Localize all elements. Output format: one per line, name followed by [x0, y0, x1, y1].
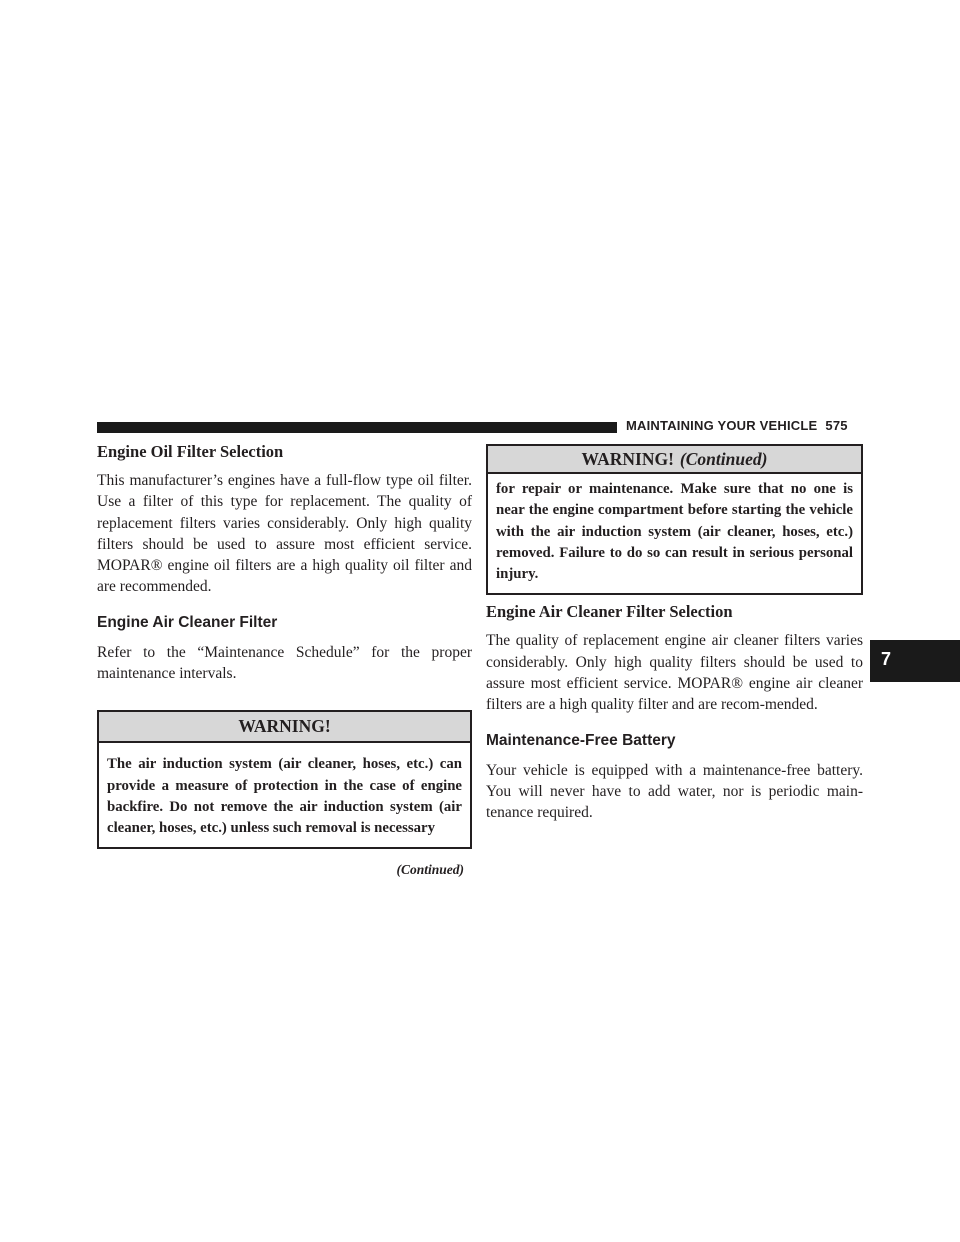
warning-continued-label: (Continued) [679, 449, 768, 469]
right-column [486, 440, 863, 824]
air-filter-selection-paragraph: The quality of replacement engine air cleaner filters varies considerably. Only high quality filters should be used to assure most efficient service. MOPAR® engine air cleaner filters are a high quality filter and are recom-mended. [486, 632, 863, 714]
battery-paragraph: Your vehicle is equipped with a maintenance-free battery. You will never have to add water, nor is periodic main-tenance required. [486, 761, 863, 822]
chapter-number: 7 [881, 649, 892, 669]
air-cleaner-heading: Engine Air Cleaner Filter [97, 613, 278, 631]
warning-box [97, 710, 472, 848]
page-number: 575 [825, 418, 848, 433]
air-cleaner-paragraph: Refer to the “Maintenance Schedule” for the proper maintenance intervals. [97, 643, 472, 683]
warning-text-continued: for repair or maintenance. Make sure that no one is near the engine compartment before starting the vehicle with the air induction system (air cleaner, hoses, etc.) removed. Failure to do so can result in serious personal injury. [496, 481, 853, 583]
warning-text: The air induction system (air cleaner, hoses, etc.) can provide a measure of protection in the case of engine backfire. Do not remove the air induction system (air cleaner, hoses, etc.) unless such removal is necessary [107, 756, 462, 837]
warning-title: WARNING! [99, 712, 470, 743]
continued-note: (Continued) [396, 861, 464, 877]
warning-title-continued [488, 446, 861, 474]
section-title: MAINTAINING YOUR VEHICLE [626, 418, 818, 433]
battery-heading: Maintenance-Free Battery [486, 731, 676, 749]
running-header [626, 418, 866, 433]
warning-title-label: WARNING! [581, 449, 674, 469]
air-filter-selection-heading: Engine Air Cleaner Filter Selection [486, 602, 733, 622]
header-rule [97, 422, 617, 433]
oil-filter-paragraph: This manufacturer’s engines have a full-flow type oil filter. Use a filter of this type for replacement. The quality of replacement filters varies considerably. Only high quality filters should be used to assure most efficient service. MOPAR® engine oil filters are a high quality oil filter and are recommended. [97, 472, 472, 596]
warning-box-continued [486, 444, 863, 595]
left-column [97, 440, 472, 878]
oil-filter-heading: Engine Oil Filter Selection [97, 442, 284, 461]
chapter-tab [870, 640, 960, 682]
